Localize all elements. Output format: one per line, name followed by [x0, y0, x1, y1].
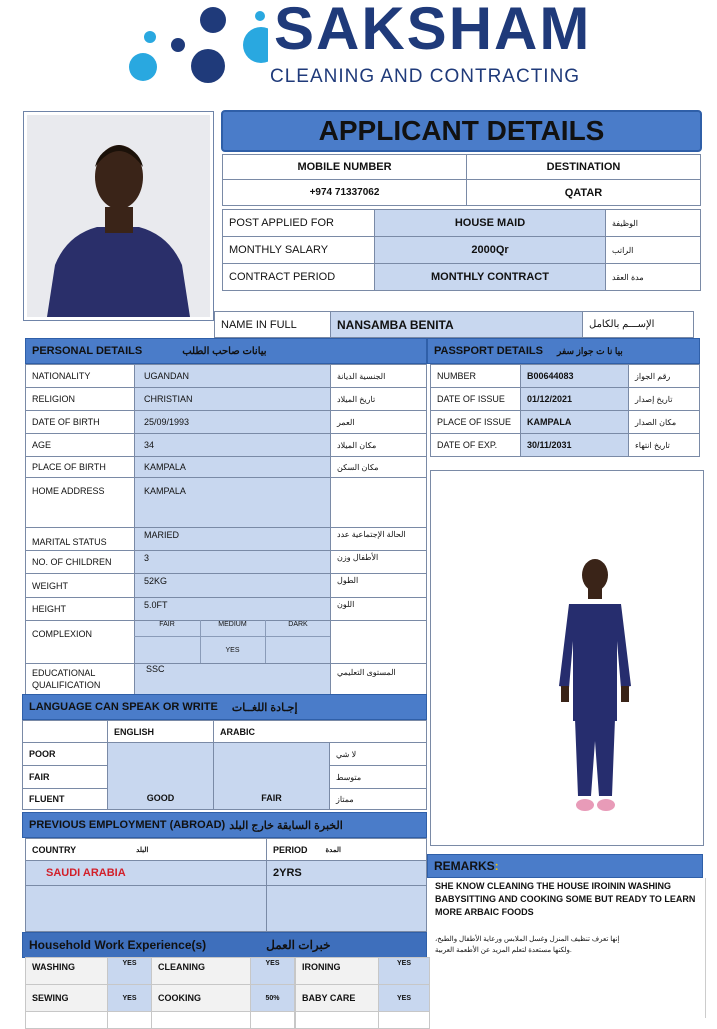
post-applied-label: POST APPLIED FOR — [222, 209, 375, 237]
destination-label: DESTINATION — [466, 154, 701, 180]
household-task-value: YES — [378, 984, 430, 1012]
personal-label: RELIGION — [25, 387, 135, 411]
remarks-header: REMARKS : — [427, 854, 703, 878]
language-corner — [22, 720, 108, 743]
language-level-poor: POOR — [22, 742, 108, 766]
passport-header-ar: بيا نا ت جواز سفر — [557, 345, 623, 356]
personal-value: KAMPALA — [134, 456, 331, 478]
monthly-salary-value: 2000Qr — [374, 236, 606, 264]
household-empty-cell — [295, 1011, 379, 1029]
household-task-value: 50% — [250, 984, 295, 1012]
employment-header — [22, 812, 427, 838]
period-label: PERIOD — [273, 844, 308, 855]
employment-country-label — [25, 838, 267, 861]
complexion-label: COMPLEXION — [25, 620, 135, 664]
personal-details-header — [25, 338, 427, 364]
employment-country-value: SAUDI ARABIA — [25, 860, 267, 886]
passport-value: B00644083 — [520, 364, 629, 388]
personal-label: MARITAL STATUS — [25, 527, 135, 551]
personal-value: 52KG — [134, 573, 331, 598]
education-value: SSC — [134, 663, 331, 695]
mobile-number-label: MOBILE NUMBER — [222, 154, 467, 180]
household-empty-cell — [378, 1011, 430, 1029]
language-header-ar: إجـادة اللغــات — [231, 701, 298, 714]
household-empty-cell — [151, 1011, 251, 1029]
personal-label: HEIGHT — [25, 597, 135, 621]
language-poor-ar: لا شي — [329, 742, 427, 766]
personal-value: MARIED — [134, 527, 331, 551]
household-task-label: IRONING — [295, 957, 379, 985]
personal-header-ar: بيانات صاحب الطلب — [182, 345, 267, 357]
passport-label: NUMBER — [430, 364, 521, 388]
personal-ar: اللون — [330, 597, 427, 621]
applicant-portrait — [27, 115, 210, 317]
personal-label: HOME ADDRESS — [25, 477, 135, 528]
post-applied-value: HOUSE MAID — [374, 209, 606, 237]
personal-ar: الأطفال وزن — [330, 550, 427, 574]
contract-period-ar: مدة العقد — [605, 263, 701, 291]
personal-header-label: PERSONAL DETAILS — [32, 345, 143, 357]
personal-ar: العمر — [330, 410, 427, 434]
passport-ar: رقم الجواز — [628, 364, 700, 388]
contract-period-value: MONTHLY CONTRACT — [374, 263, 606, 291]
personal-label: WEIGHT — [25, 573, 135, 598]
personal-ar: الجنسية الديانة — [330, 364, 427, 388]
personal-label: NO. OF CHILDREN — [25, 550, 135, 574]
language-col-english: ENGLISH — [107, 720, 214, 743]
personal-ar — [330, 477, 427, 528]
household-task-value: YES — [107, 957, 152, 985]
remarks-body — [430, 878, 706, 1018]
name-in-full-ar: الإســـم بالكامل — [582, 311, 694, 338]
employment-header-ar: الخبرة السابقة خارج البلد — [229, 819, 343, 832]
household-empty-cell — [250, 1011, 295, 1029]
contract-period-label: CONTRACT PERIOD — [222, 263, 375, 291]
language-header — [22, 694, 427, 720]
personal-value: UGANDAN — [134, 364, 331, 388]
personal-value: CHRISTIAN — [134, 387, 331, 411]
name-in-full-label: NAME IN FULL — [214, 311, 331, 338]
household-task-value: YES — [378, 957, 430, 985]
language-english-value — [107, 742, 214, 810]
brand-logo — [118, 0, 698, 92]
passport-details-header — [427, 338, 700, 364]
employment-empty-2 — [266, 885, 427, 932]
language-arabic-value — [213, 742, 330, 810]
personal-ar: تاريخ الميلاد — [330, 387, 427, 411]
country-ar: البلد — [136, 846, 149, 854]
employment-period-label — [266, 838, 427, 861]
monthly-salary-label: MONTHLY SALARY — [222, 236, 375, 264]
education-ar: المستوى التعليمي — [330, 663, 427, 695]
household-task-label: SEWING — [25, 984, 108, 1012]
personal-value: 25/09/1993 — [134, 410, 331, 434]
passport-label: PLACE OF ISSUE — [430, 410, 521, 434]
name-in-full-value: NANSAMBA BENITA — [330, 311, 583, 338]
personal-value: KAMPALA — [134, 477, 331, 528]
complexion-medium: MEDIUM — [218, 621, 247, 628]
personal-ar: مكان الميلاد — [330, 433, 427, 457]
household-task-value: YES — [107, 984, 152, 1012]
personal-value: 34 — [134, 433, 331, 457]
personal-label: PLACE OF BIRTH — [25, 456, 135, 478]
passport-header-label: PASSPORT DETAILS — [434, 345, 543, 357]
complexion-dark: DARK — [288, 621, 308, 628]
passport-label: DATE OF EXP. — [430, 433, 521, 457]
page-title: APPLICANT DETAILS — [221, 110, 702, 152]
country-label: COUNTRY — [32, 844, 77, 855]
household-header — [22, 932, 427, 958]
applicant-full-body — [431, 471, 703, 845]
logo-bubbles-icon — [118, 0, 268, 90]
period-ar: المدة — [325, 846, 341, 854]
personal-value: 3 — [134, 550, 331, 574]
education-label: EDUCATIONAL QUALIFICATION — [25, 663, 135, 695]
personal-label: AGE — [25, 433, 135, 457]
household-task-label: BABY CARE — [295, 984, 379, 1012]
language-fair-ar: متوسط — [329, 765, 427, 789]
employment-header-label: PREVIOUS EMPLOYMENT (ABROAD) — [29, 819, 226, 831]
personal-label: NATIONALITY — [25, 364, 135, 388]
passport-ar: تاريخ إصدار — [628, 387, 700, 411]
passport-value: 01/12/2021 — [520, 387, 629, 411]
household-task-label: COOKING — [151, 984, 251, 1012]
language-header-label: LANGUAGE CAN SPEAK OR WRITE — [29, 701, 218, 713]
personal-ar: الطول — [330, 573, 427, 598]
household-task-label: WASHING — [25, 957, 108, 985]
full-body-photo-frame — [430, 470, 704, 846]
household-header-ar: خبرات العمل — [266, 938, 331, 952]
employment-empty-1 — [25, 885, 267, 932]
english-level: GOOD — [146, 793, 175, 803]
personal-ar: الحالة الإجتماعية عدد — [330, 527, 427, 551]
post-applied-ar: الوظيفة — [605, 209, 701, 237]
complexion-ar — [330, 620, 427, 664]
employment-period-value: 2YRS — [266, 860, 427, 886]
applicant-photo-frame — [23, 111, 214, 321]
household-empty-cell — [107, 1011, 152, 1029]
household-task-label: CLEANING — [151, 957, 251, 985]
destination-value: QATAR — [466, 179, 701, 206]
household-task-value: YES — [250, 957, 295, 985]
arabic-level: FAIR — [261, 793, 282, 803]
passport-ar: تاريخ انتهاء — [628, 433, 700, 457]
passport-label: DATE OF ISSUE — [430, 387, 521, 411]
personal-ar: مكان السكن — [330, 456, 427, 478]
personal-label: DATE OF BIRTH — [25, 410, 135, 434]
remarks-header-label: REMARKS — [434, 859, 495, 873]
language-col-arabic: ARABIC — [213, 720, 427, 743]
passport-ar: مكان الصدار — [628, 410, 700, 434]
brand-tagline: CLEANING AND CONTRACTING — [270, 66, 581, 87]
passport-value: KAMPALA — [520, 410, 629, 434]
language-level-fair: FAIR — [22, 765, 108, 789]
language-level-fluent: FLUENT — [22, 788, 108, 810]
remarks-text: SHE KNOW CLEANING THE HOUSE IROININ WASHING BABYSITTING AND COOKING SOME BUT READY TO LEARN MORE ARBAIC FOODS — [435, 881, 696, 917]
complexion-selected: YES — [225, 647, 240, 654]
remarks-ar: إنها تعرف تنظيف المنزل وغسل الملابس ورعاية الأطفال والطبخ، ولكنها مستعدة لتعلم المزيد عن الأطعمة العربية. — [435, 936, 620, 954]
household-header-label: Household Work Experience(s) — [29, 938, 207, 952]
monthly-salary-ar: الراتب — [605, 236, 701, 264]
personal-value: 5.0FT — [134, 597, 331, 621]
household-empty-cell — [25, 1011, 108, 1029]
brand-name: SAKSHAM — [274, 0, 592, 62]
passport-value: 30/11/2031 — [520, 433, 629, 457]
complexion-fair: FAIR — [159, 621, 175, 628]
mobile-number-value: +974 71337062 — [222, 179, 467, 206]
language-fluent-ar: ممتاز — [329, 788, 427, 810]
